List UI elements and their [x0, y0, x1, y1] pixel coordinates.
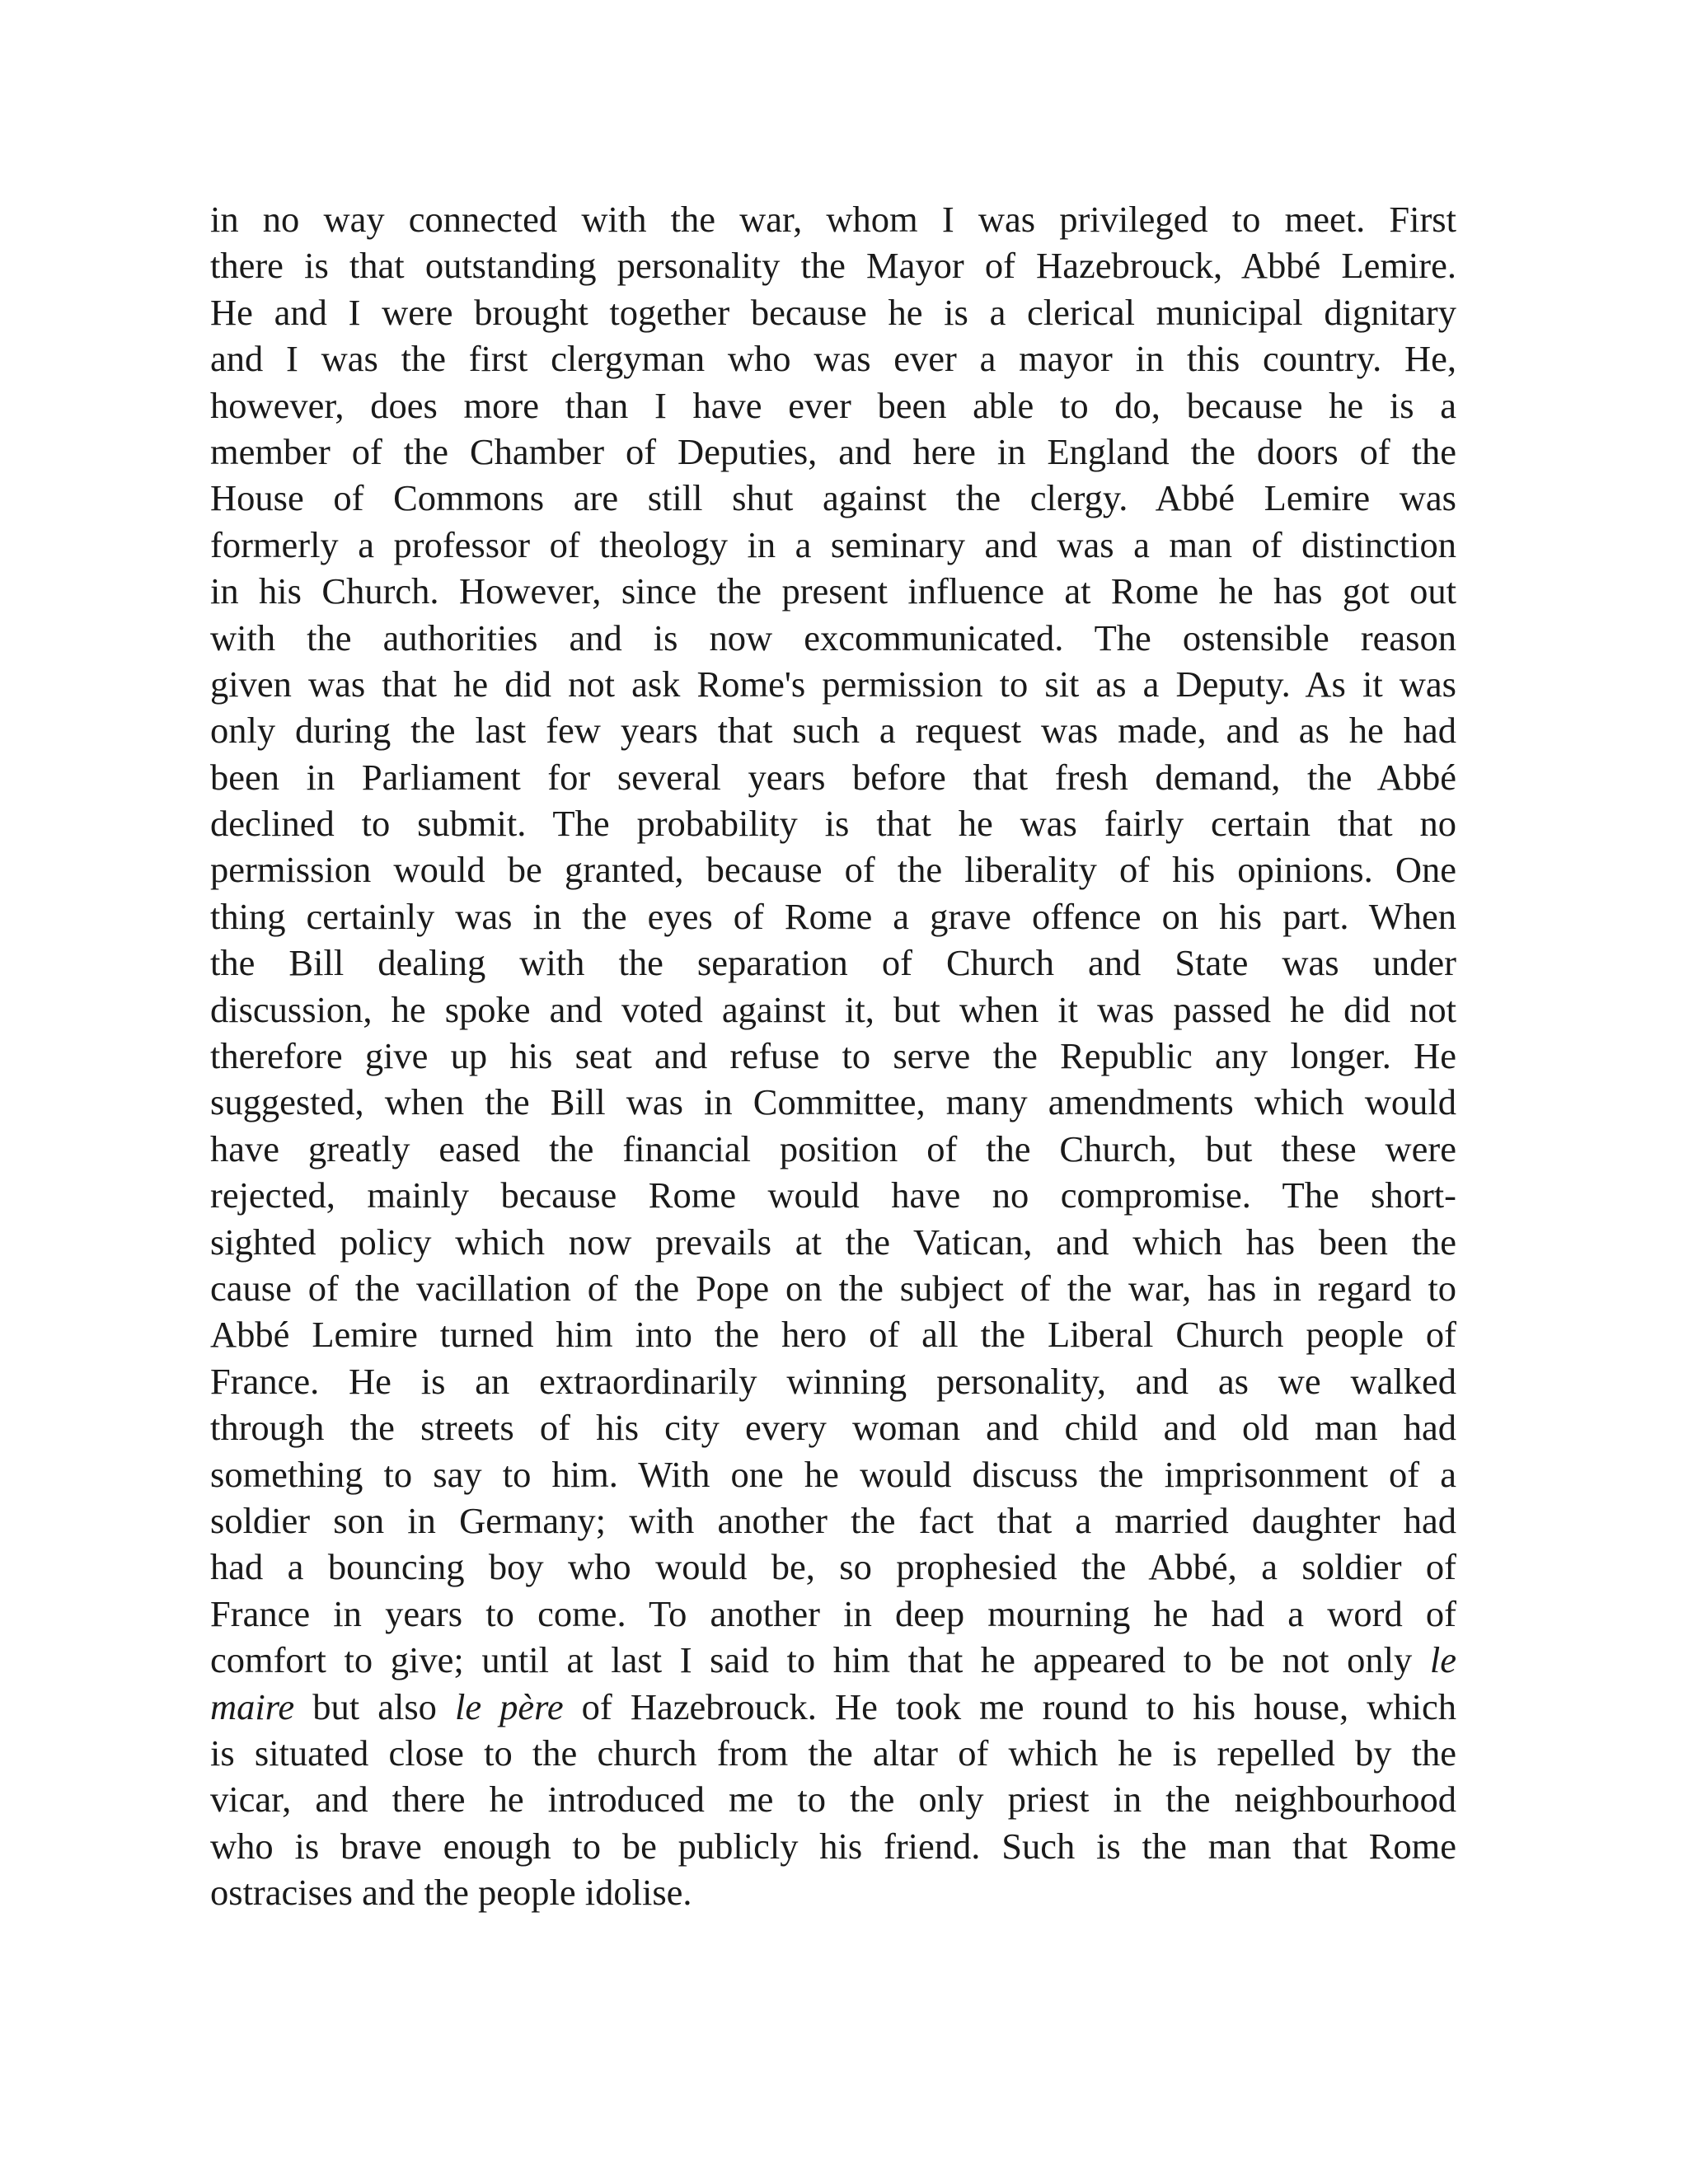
text-line [210, 1358, 1456, 1404]
text-segment: He and I were brought together because he is a clerical municipal dignitary [210, 291, 1456, 333]
text-segment: something to say to him. With one he would discuss the imprisonment of a [210, 1453, 1456, 1495]
text-line [210, 1730, 1456, 1776]
text-line [210, 382, 1456, 429]
text-line [210, 1219, 1456, 1265]
text-segment: only during the last few years that such a request was made, and as he had [210, 710, 1456, 752]
text-line [210, 522, 1456, 568]
text-line [210, 661, 1456, 707]
text-segment: Abbé Lemire turned him into the hero of all the Liberal Church people of [210, 1314, 1456, 1356]
text-line [210, 1311, 1456, 1357]
text-segment: with the authorities and is now excommunicated. The ostensible reason [210, 616, 1456, 658]
text-segment: had a bouncing boy who would be, so prophesied the Abbé, a soldier of [210, 1546, 1456, 1588]
text-line [210, 987, 1456, 1033]
text-segment: and I was the first clergyman who was ever a mayor in this country. He, [210, 338, 1456, 380]
text-segment: vicar, and there he introduced me to the only priest in the neighbourhood [210, 1779, 1456, 1821]
text-segment: ostracises and the people idolise. [210, 1872, 692, 1914]
text-line [210, 1869, 1456, 1915]
text-segment: permission would be granted, because of the liberality of his opinions. One [210, 849, 1456, 891]
text-segment: sighted policy which now prevails at the Vatican, and which has been the [210, 1221, 1456, 1263]
body-paragraph [210, 196, 1456, 1915]
text-line [210, 800, 1456, 846]
text-segment: discussion, he spoke and voted against it, but when it was passed he did not [210, 988, 1456, 1030]
text-segment: who is brave enough to be publicly his friend. Such is the man that Rome [210, 1825, 1456, 1867]
text-line [210, 1497, 1456, 1544]
text-line [210, 242, 1456, 288]
italic-text: le père [454, 1685, 564, 1727]
text-line [210, 1172, 1456, 1218]
text-segment: comfort to give; until at last I said to him that he appeared to be not only [210, 1639, 1430, 1681]
text-line [210, 1079, 1456, 1125]
text-line [210, 1591, 1456, 1637]
text-line [210, 1684, 1456, 1730]
text-line [210, 754, 1456, 800]
text-line [210, 429, 1456, 475]
text-line [210, 289, 1456, 335]
text-segment: of Hazebrouck. He took me round to his house, which [563, 1685, 1456, 1727]
text-line [210, 1451, 1456, 1497]
text-segment: however, does more than I have ever been able to do, because he is a [210, 384, 1456, 426]
text-line [210, 707, 1456, 753]
text-line [210, 1637, 1456, 1683]
text-segment: given was that he did not ask Rome's permission to sit as a Deputy. As it was [210, 663, 1456, 705]
text-line [210, 893, 1456, 940]
text-segment: declined to submit. The probability is that he was fairly certain that no [210, 803, 1456, 845]
text-line [210, 846, 1456, 893]
text-segment: been in Parliament for several years before that fresh demand, the Abbé [210, 756, 1456, 798]
text-segment: through the streets of his city every woman and child and old man had [210, 1407, 1456, 1449]
text-line [210, 335, 1456, 382]
italic-text: maire [210, 1685, 295, 1727]
text-segment: House of Commons are still shut against the clergy. Abbé Lemire was [210, 477, 1456, 519]
text-line [210, 1544, 1456, 1590]
text-segment: in no way connected with the war, whom I was privileged to meet. First [210, 199, 1456, 240]
text-segment: suggested, when the Bill was in Committee, many amendments which would [210, 1081, 1456, 1123]
text-segment: formerly a professor of theology in a seminary and was a man of distinction [210, 523, 1456, 565]
text-line [210, 475, 1456, 521]
text-line [210, 1404, 1456, 1451]
italic-text: le [1429, 1639, 1456, 1681]
text-line [210, 1033, 1456, 1079]
text-segment: the Bill dealing with the separation of Church and State was under [210, 942, 1456, 984]
text-segment: in his Church. However, since the present influence at Rome he has got out [210, 570, 1456, 612]
text-line [210, 196, 1456, 242]
text-line [210, 1265, 1456, 1311]
text-line [210, 1776, 1456, 1822]
text-line [210, 615, 1456, 661]
text-segment: is situated close to the church from the altar of which he is repelled by the [210, 1732, 1456, 1774]
text-line [210, 568, 1456, 614]
text-segment: therefore give up his seat and refuse to serve the Republic any longer. He [210, 1035, 1456, 1077]
text-segment: France. He is an extraordinarily winning personality, and as we walked [210, 1360, 1456, 1402]
text-segment: rejected, mainly because Rome would have no compromise. The short- [210, 1174, 1456, 1216]
text-segment: have greatly eased the financial position of the Church, but these were [210, 1127, 1456, 1169]
text-line [210, 1126, 1456, 1172]
text-line [210, 940, 1456, 986]
text-segment: but also [294, 1685, 455, 1727]
text-segment: France in years to come. To another in deep mourning he had a word of [210, 1592, 1456, 1634]
text-segment: thing certainly was in the eyes of Rome a grave offence on his part. When [210, 895, 1456, 937]
text-line [210, 1823, 1456, 1869]
text-segment: member of the Chamber of Deputies, and here in England the doors of the [210, 430, 1456, 472]
text-segment: there is that outstanding personality the Mayor of Hazebrouck, Abbé Lemire. [210, 245, 1456, 287]
text-segment: cause of the vacillation of the Pope on the subject of the war, has in regard to [210, 1267, 1456, 1309]
text-segment: soldier son in Germany; with another the fact that a married daughter had [210, 1499, 1456, 1541]
